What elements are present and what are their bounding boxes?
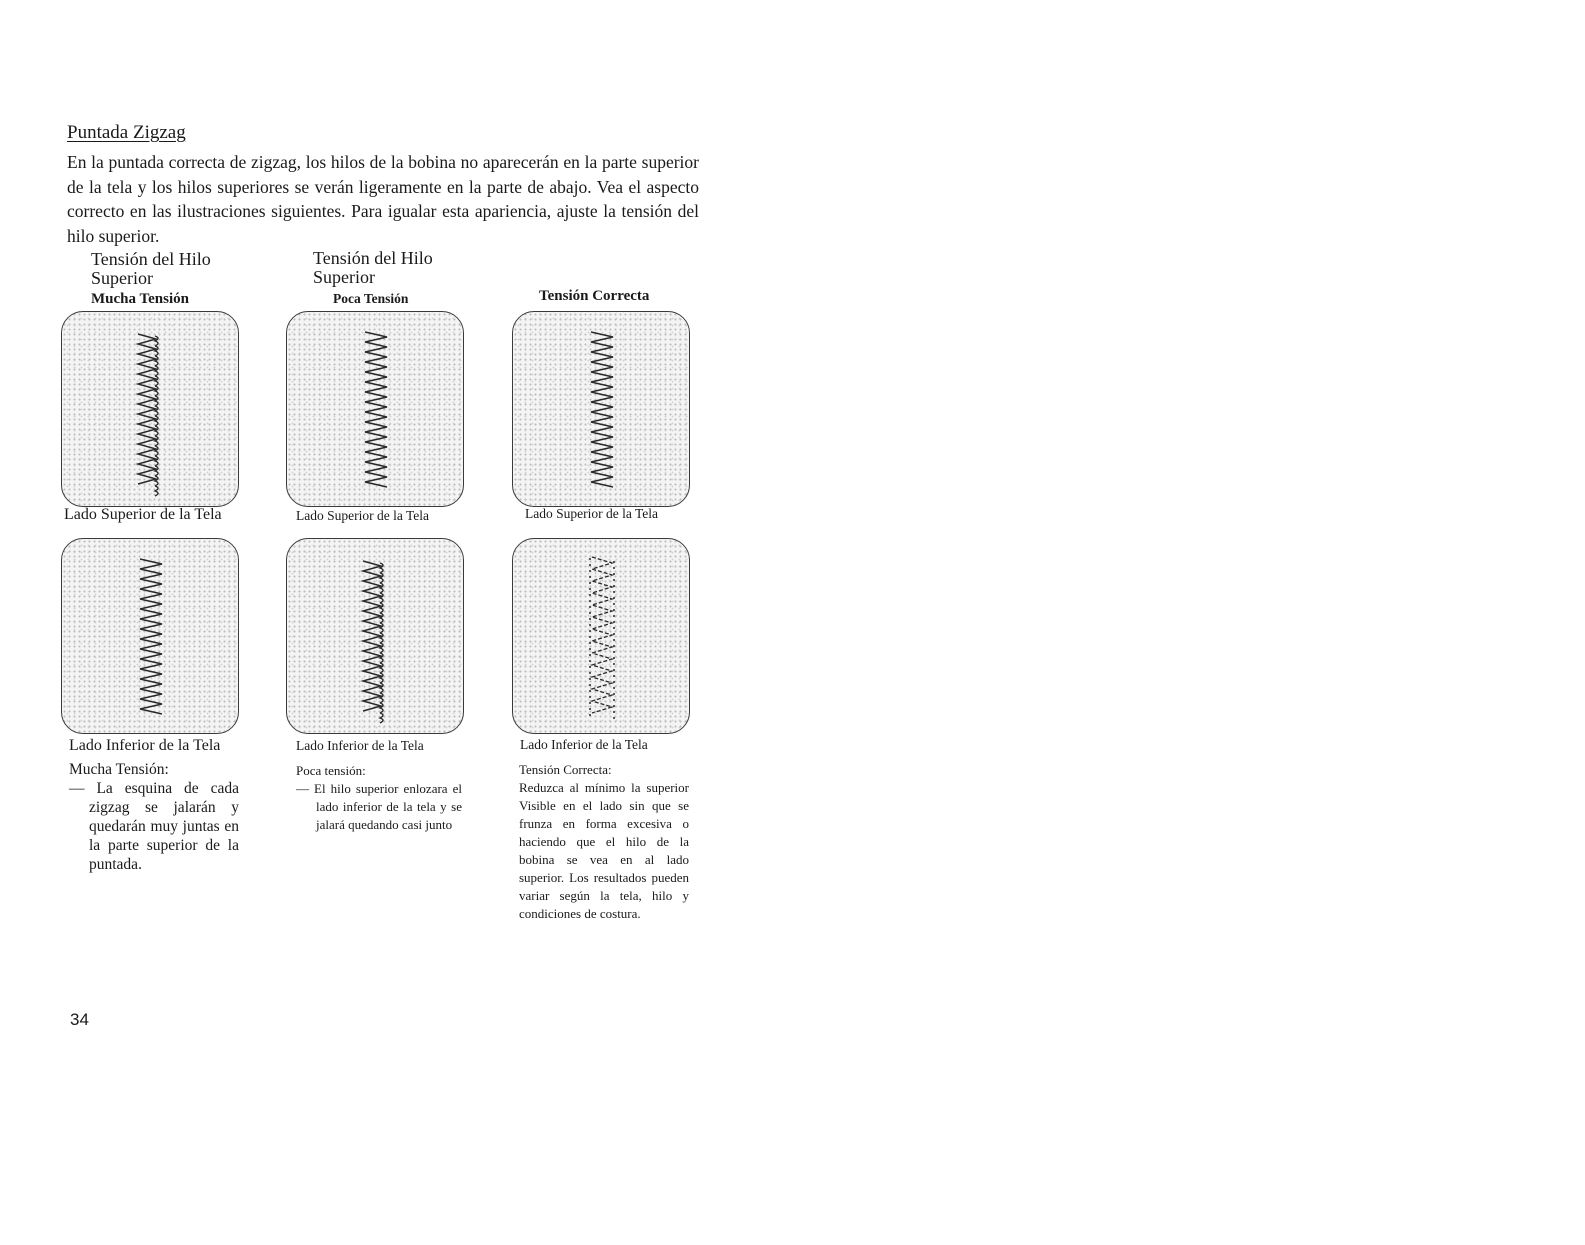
column-1-subheading: Mucha Tensión <box>91 291 189 307</box>
column-2-heading <box>313 249 433 308</box>
column-2-heading-line1: Tensión del Hilo <box>313 248 433 268</box>
panel-col1-top <box>61 311 239 507</box>
caption-col2-top: Lado Superior de la Tela <box>296 508 430 523</box>
note-col3-title: Tensión Correcta: <box>519 762 612 777</box>
caption-col3-top: Lado Superior de la Tela <box>525 506 659 521</box>
panel-col2-bottom <box>286 538 464 734</box>
stitch-knotted-edge <box>62 312 239 507</box>
section-title: Puntada Zigzag <box>67 122 186 143</box>
panel-col3-top <box>512 311 690 507</box>
column-2-heading-line2: Superior <box>313 267 375 287</box>
stitch-clean-zigzag <box>513 312 690 507</box>
note-col3 <box>519 761 689 923</box>
column-1-heading <box>91 250 211 309</box>
column-1-heading-line1: Tensión del Hilo <box>91 249 211 269</box>
column-1-heading-line2: Superior <box>91 268 153 288</box>
panel-col3-bottom <box>512 538 690 734</box>
note-col2-body: — El hilo superior enlozara el lado inferior de la tela y se jalará quedando casi junto <box>296 781 462 832</box>
note-col2 <box>296 762 462 834</box>
note-col1-body: — La esquina de cada zigzag se jalarán y quedarán muy juntas en la parte superior de la puntada. <box>69 780 239 873</box>
stitch-knotted-edge <box>287 539 464 734</box>
caption-col1-top: Lado Superior de la Tela <box>64 506 222 523</box>
column-2-subheading: Poca Tensión <box>333 291 409 306</box>
caption-col2-bottom: Lado Inferior de la Tela <box>296 738 424 753</box>
panel-col1-bottom <box>61 538 239 734</box>
stitch-clean-zigzag <box>287 312 464 507</box>
stitch-clean-zigzag <box>62 539 239 734</box>
note-col2-title: Poca tensión: <box>296 763 366 778</box>
note-col1-title: Mucha Tensión: <box>69 761 169 778</box>
panel-col2-top <box>286 311 464 507</box>
note-col3-body: Reduzca al mínimo la superior Visible en el lado sin que se frunza en forma excesiva o haciendo que el hilo de la bobina se vea en al lado superior. Los resultados pueden variar según la tela, hilo y condiciones de costura. <box>519 780 689 921</box>
intro-paragraph: En la puntada correcta de zigzag, los hilos de la bobina no aparecerán en la parte superior de la tela y los hilos superiores se verán ligeramente en la parte de abajo. Vea el aspecto correcto en las ilustraciones siguientes. Para igualar esta apariencia, ajuste la tensión del hilo superior. <box>67 152 699 246</box>
stitch-dotted-zigzag <box>513 539 690 734</box>
note-col1 <box>69 760 239 874</box>
column-3-subheading: Tensión Correcta <box>539 288 650 304</box>
caption-col3-bottom: Lado Inferior de la Tela <box>520 737 648 752</box>
page-number: 34 <box>70 1010 89 1029</box>
caption-col1-bottom: Lado Inferior de la Tela <box>69 737 221 754</box>
